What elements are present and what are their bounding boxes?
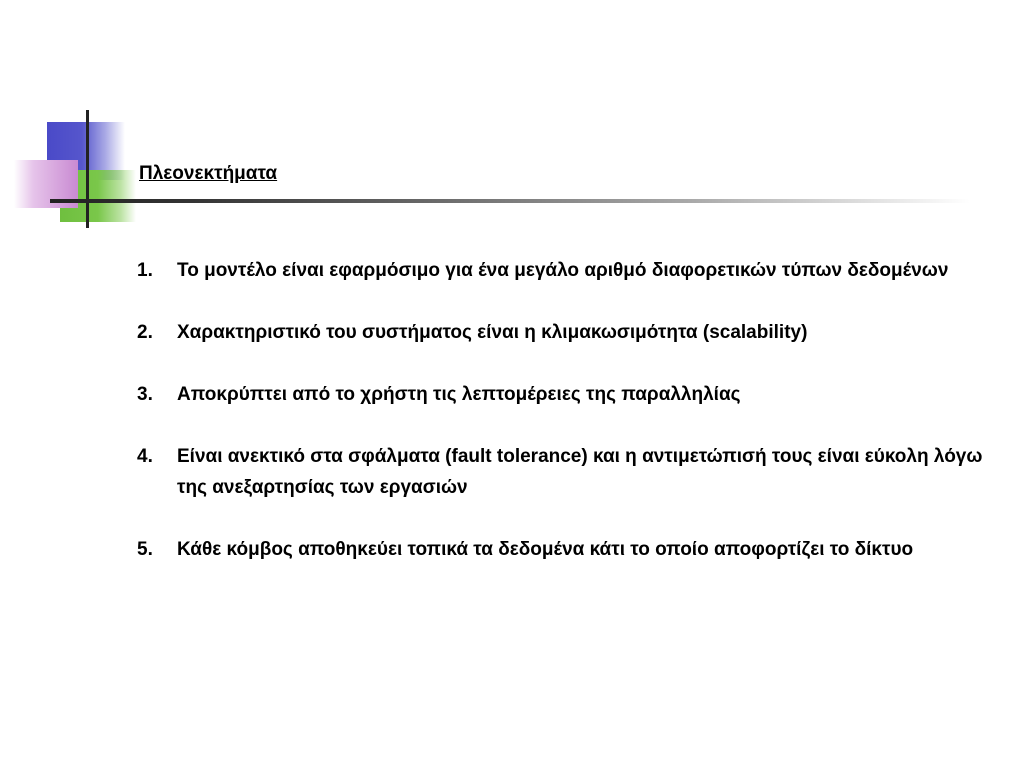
- list-item-text: Αποκρύπτει από το χρήστη τις λεπτομέρειες της παραλληλίας: [177, 384, 741, 405]
- list-item: [137, 534, 1007, 565]
- list-item-text: Κάθε κόμβος αποθηκεύει τοπικά τα δεδομένα κάτι το οποίο αποφορτίζει το δίκτυο: [177, 539, 914, 560]
- list-item-number: 5.: [137, 539, 153, 560]
- list-item-number: 4.: [137, 446, 153, 467]
- list-item-text: Το μοντέλο είναι εφαρμόσιμο για ένα μεγάλο αριθμό διαφορετικών τύπων δεδομένων: [177, 260, 949, 281]
- decor-vertical-line: [86, 110, 89, 228]
- slide-title: Πλεονεκτήματα: [139, 163, 278, 184]
- title-divider-line: [50, 199, 970, 203]
- list-item: [137, 441, 1007, 503]
- list-item: [137, 255, 1007, 286]
- list-item-text: Χαρακτηριστικό του συστήματος είναι η κλιμακωσιμότητα (scalability): [177, 322, 808, 343]
- advantages-list: [137, 255, 1007, 596]
- list-item-number: 1.: [137, 260, 153, 281]
- list-item-number: 3.: [137, 384, 153, 405]
- list-item-number: 2.: [137, 322, 153, 343]
- list-item: [137, 317, 1007, 348]
- list-item-text: Είναι ανεκτικό στα σφάλματα (fault tolerance) και η αντιμετώπισή τους είναι εύκολη λόγω της ανεξαρτησίας των εργασιών: [177, 446, 983, 498]
- list-item: [137, 379, 1007, 410]
